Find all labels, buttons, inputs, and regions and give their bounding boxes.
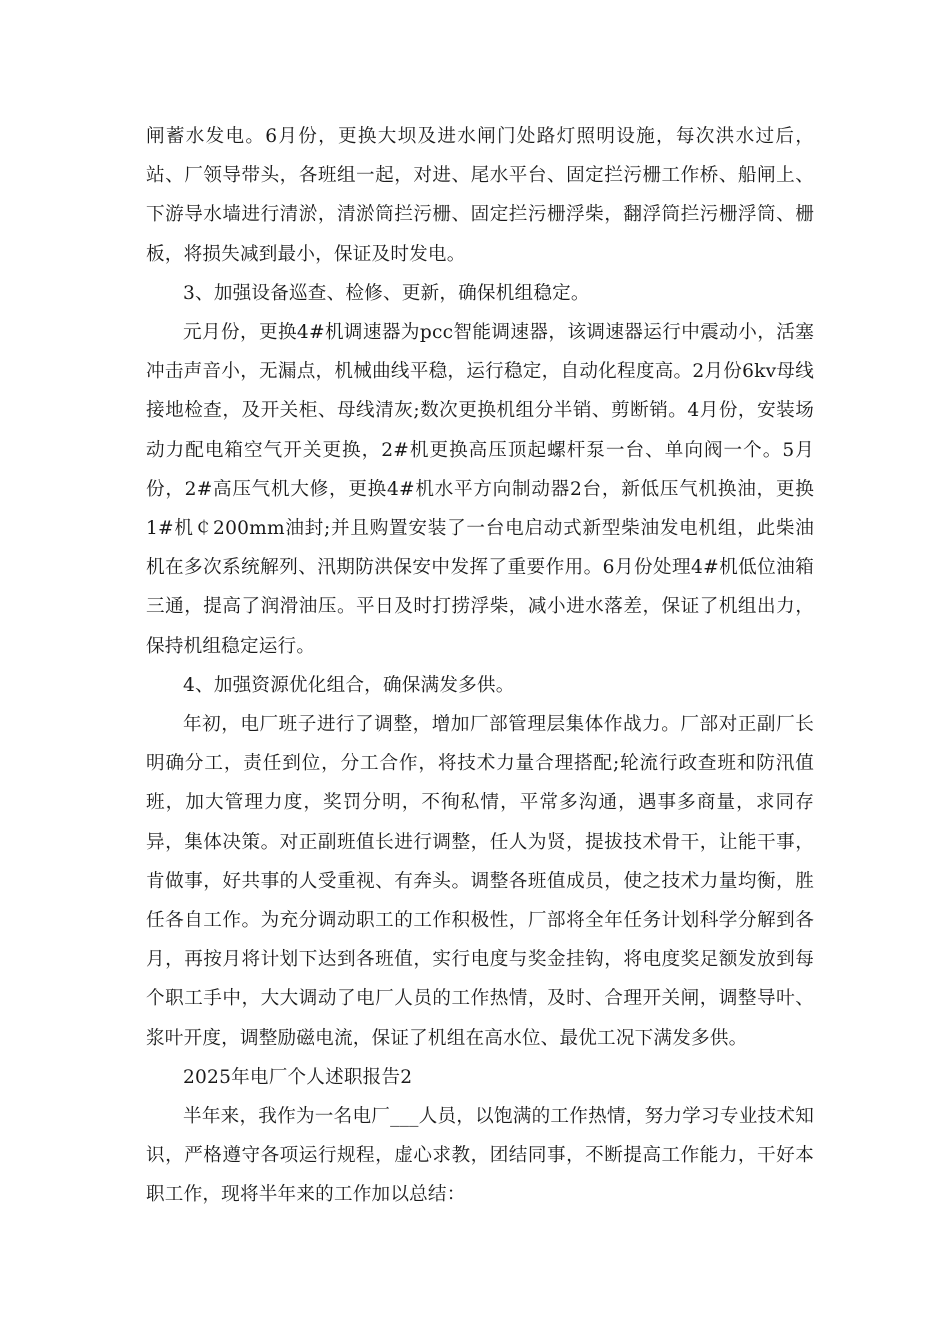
report-title-2: 2025年电厂个人述职报告2: [183, 1066, 413, 1088]
paragraph-flood-cleanup: 闸蓄水发电。6月份，更换大坝及进水闸门处路灯照明设施，每次洪水过后，站、厂领导带头，各班组一起，对进、尾水平台、固定拦污栅工作桥、船闸上、下游导水墙进行清淤，清淤筒拦污栅、固定拦污栅浮柴，翻浮筒拦污栅浮筒、栅板，将损失减到最小，保证及时发电。: [146, 126, 814, 265]
paragraph-report-intro: 半年来，我作为一名电厂___人员，以饱满的工作热情，努力学习专业技术知识，严格遵守各项运行规程，虚心求教，团结同事，不断提高工作能力，干好本职工作，现将半年来的工作加以总结：: [146, 1106, 814, 1206]
section-heading-resources: 4、加强资源优化组合，确保满发多供。: [183, 674, 515, 696]
document-body: [146, 117, 814, 1215]
paragraph-equipment-maintenance: 元月份，更换4#机调速器为pcc智能调速器，该调速器运行中震动小，活塞冲击声音小，无漏点，机械曲线平稳，运行稳定，自动化程度高。2月份6kv母线接地检查，及开关柜、母线清灰;数次更换机组分半销、剪断销。4月份，安装场动力配电箱空气开关更换，2#机更换高压顶起螺杆泵一台、单向阀一个。5月份，2#高压气机大修，更换4#机水平方向制动器2台，新低压气机换油，更换1#机￠200mm油封;并且购置安装了一台电启动式新型柴油发电机组，此柴油机在多次系统解列、汛期防洪保安中发挥了重要作用。6月份处理4#机低位油箱三通，提高了润滑油压。平日及时打捞浮柴，减小进水落差，保证了机组出力，保持机组稳定运行。: [146, 322, 814, 657]
paragraph-resource-optimization: 年初，电厂班子进行了调整，增加厂部管理层集体作战力。厂部对正副厂长明确分工，责任到位，分工合作，将技术力量合理搭配;轮流行政查班和防汛值班，加大管理力度，奖罚分明，不徇私情，平常多沟通，遇事多商量，求同存异，集体决策。对正副班值长进行调整，任人为贤，提拔技术骨干，让能干事，肯做事，好共事的人受重视、有奔头。调整各班值成员，使之技术力量均衡，胜任各自工作。为充分调动职工的工作积极性，厂部将全年任务计划科学分解到各月，再按月将计划下达到各班值，实行电度与奖金挂钩，将电度奖足额发放到每个职工手中，大大调动了电厂人员的工作热情，及时、合理开关闸，调整导叶、浆叶开度，调整励磁电流，保证了机组在高水位、最优工况下满发多供。: [146, 714, 814, 1049]
section-heading-equipment: 3、加强设备巡查、检修、更新，确保机组稳定。: [183, 282, 590, 304]
